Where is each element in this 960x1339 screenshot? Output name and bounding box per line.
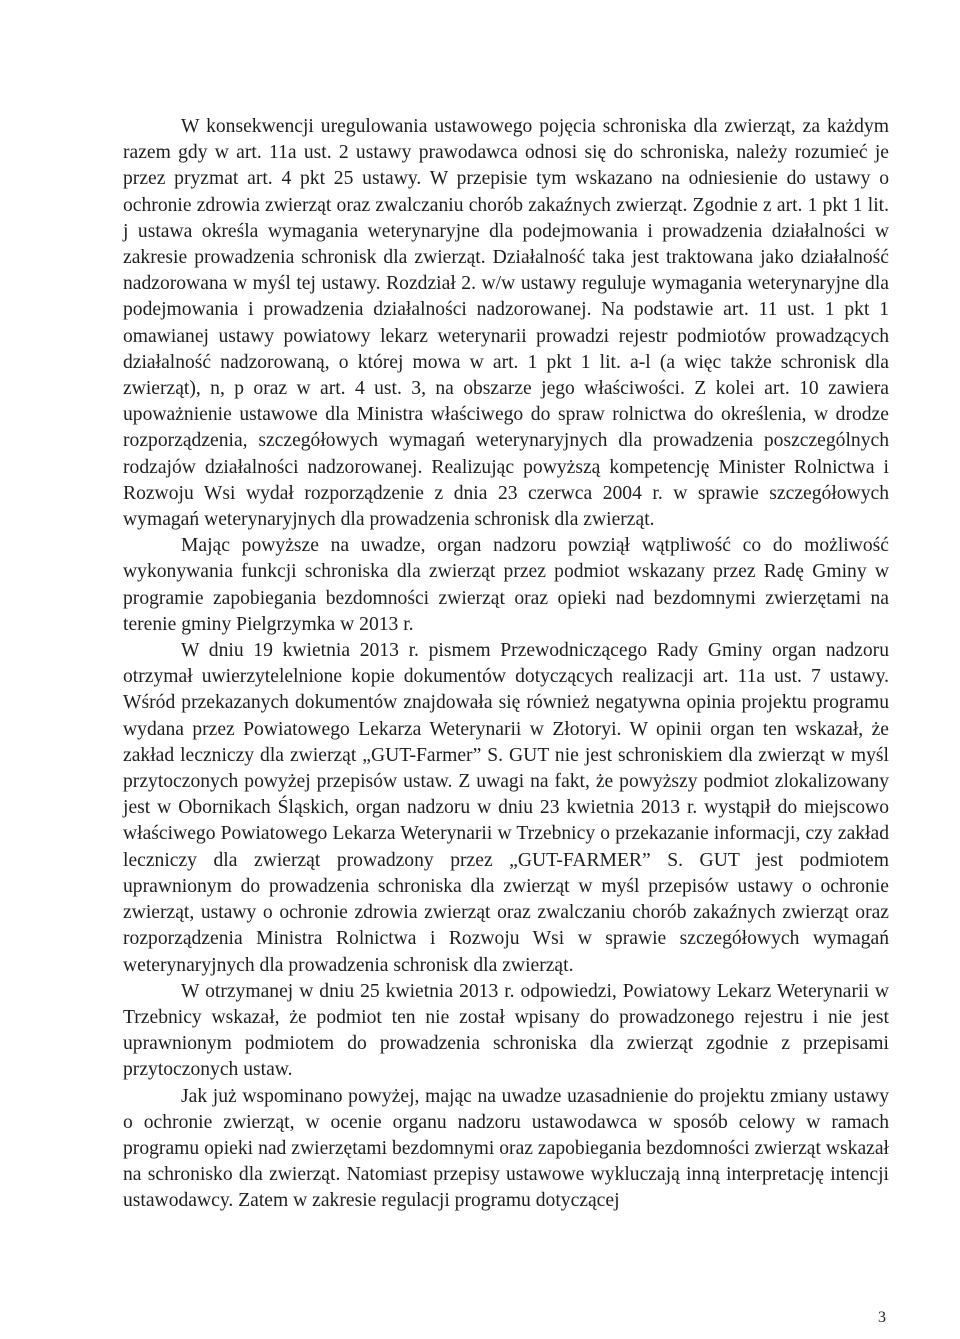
document-body: [123, 114, 889, 1215]
paragraph: Jak już wspominano powyżej, mając na uwadze uzasadnienie do projektu zmiany ustawy o ochronie zwierząt, w ocenie organu nadzoru ustawodawca w sposób celowy w ramach programu opieki nad zwierzętami bezdomnymi oraz zapobiegania bezdomności zwierząt wskazał na schronisko dla zwierząt. Natomiast przepisy ustawowe wykluczają inną interpretację intencji ustawodawcy. Zatem w zakresie regulacji programu dotyczącej: [123, 1085, 889, 1212]
paragraph: W otrzymanej w dniu 25 kwietnia 2013 r. odpowiedzi, Powiatowy Lekarz Weterynarii w Trzebnicy wskazał, że podmiot ten nie został wpisany do prowadzonego rejestru i nie jest uprawnionym podmiotem do prowadzenia schroniska dla zwierząt zgodnie z przepisami przytoczonych ustaw.: [123, 980, 889, 1081]
paragraph: Mając powyższe na uwadze, organ nadzoru powziął wątpliwość co do możliwość wykonywania funkcji schroniska dla zwierząt przez podmiot wskazany przez Radę Gminy w programie zapobiegania bezdomności zwierząt oraz opieki nad bezdomnymi zwierzętami na terenie gminy Pielgrzymka w 2013 r.: [123, 535, 889, 635]
paragraph: W konsekwencji uregulowania ustawowego pojęcia schroniska dla zwierząt, za każdym razem gdy w art. 11a ust. 2 ustawy prawodawca odnosi się do schroniska, należy rozumieć je przez pryzmat art. 4 pkt 25 ustawy. W przepisie tym wskazano na odniesienie do ustawy o ochronie zdrowia zwierząt oraz zwalczaniu chorób zakaźnych zwierząt. Zgodnie z art. 1 pkt 1 lit. j ustawa określa wymagania weterynaryjne dla podejmowania i prowadzenia działalności w zakresie prowadzenia schronisk dla zwierząt. Działalność taka jest traktowana jako działalność nadzorowana w myśl tej ustawy. Rozdział 2. w/w ustawy reguluje wymagania weterynaryjne dla podejmowania i prowadzenia działalności nadzorowanej. Na podstawie art. 11 ust. 1 pkt 1 omawianej ustawy powiatowy lekarz weterynarii prowadzi rejestr podmiotów prowadzących działalność nadzorowaną, o której mowa w art. 1 pkt 1 lit. a-l (a więc także schronisk dla zwierząt), n, p oraz w art. 4 ust. 3, na obszarze jego właściwości. Z kolei art. 10 zawiera upoważnienie ustawowe dla Ministra właściwego do spraw rolnictwa do określenia, w drodze rozporządzenia, szczegółowych wymagań weterynaryjnych dla prowadzenia poszczególnych rodzajów działalności nadzorowanej. Realizując powyższą kompetencję Minister Rolnictwa i Rozwoju Wsi wydał rozporządzenie z dnia 23 czerwca 2004 r. w sprawie szczegółowych wymagań weterynaryjnych dla prowadzenia schronisk dla zwierząt.: [123, 116, 889, 531]
paragraph: W dniu 19 kwietnia 2013 r. pismem Przewodniczącego Rady Gminy organ nadzoru otrzymał uwierzytelelnione kopie dokumentów dotyczących realizacji art. 11a ust. 7 ustawy. Wśród przekazanych dokumentów znajdowała się również negatywna opinia projektu programu wydana przez Powiatowego Lekarza Weterynarii w Złotoryi. W opinii organ ten wskazał, że zakład leczniczy dla zwierząt „GUT-Farmer” S. GUT nie jest schroniskiem dla zwierząt w myśl przytoczonych powyżej przepisów ustaw. Z uwagi na fakt, że powyższy podmiot zlokalizowany jest w Obornikach Śląskich, organ nadzoru w dniu 23 kwietnia 2013 r. wystąpił do miejscowo właściwego Powiatowego Lekarza Weterynarii w Trzebnicy o przekazanie informacji, czy zakład leczniczy dla zwierząt prowadzony przez „GUT-FARMER” S. GUT jest podmiotem uprawnionym do prowadzenia schroniska dla zwierząt w myśl przepisów ustawy o ochronie zwierząt, ustawy o ochronie zdrowia zwierząt oraz zwalczaniu chorób zakaźnych zwierząt oraz rozporządzenia Ministra Rolnictwa i Rozwoju Wsi w sprawie szczegółowych wymagań weterynaryjnych dla prowadzenia schronisk dla zwierząt.: [123, 640, 889, 976]
page-number: 3: [878, 1309, 886, 1326]
